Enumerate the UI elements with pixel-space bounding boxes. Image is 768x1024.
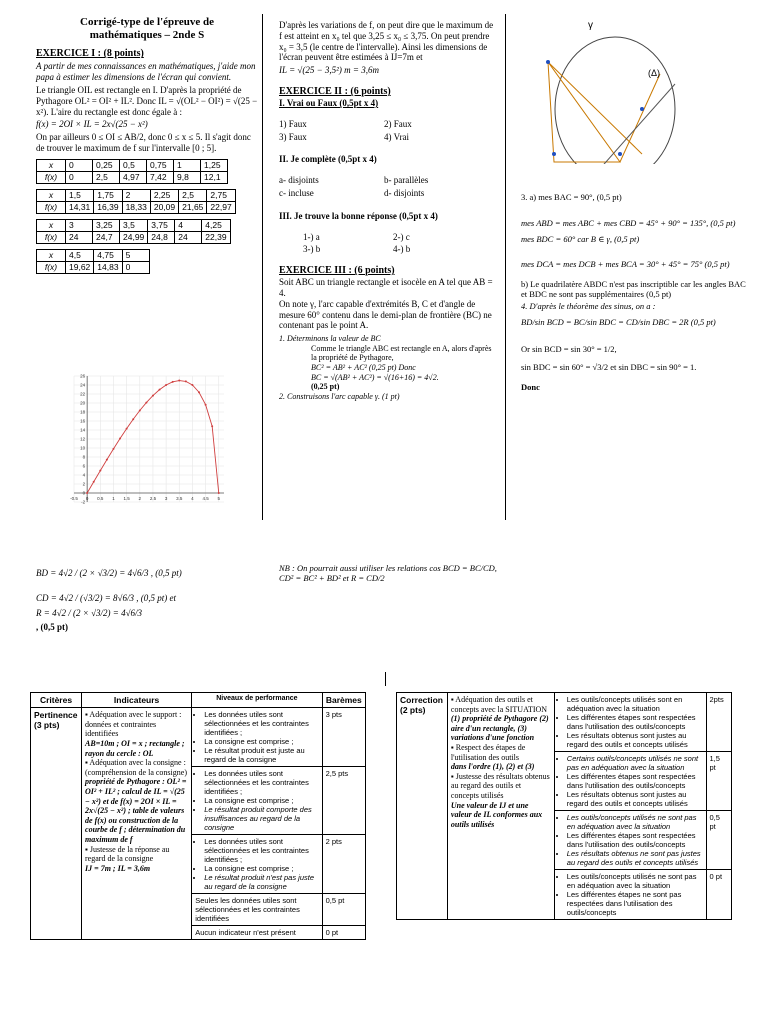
vf-answer: 1) Faux <box>279 118 307 129</box>
column-3 <box>521 192 753 392</box>
y-tick-label: 22 <box>80 391 86 397</box>
point-c <box>618 152 622 156</box>
table-cell: 3,5 <box>120 219 148 231</box>
table-cell: 24,8 <box>148 231 175 243</box>
value-table <box>36 189 236 214</box>
points-cell: 1,5 pt <box>706 752 731 811</box>
data-point <box>211 425 213 427</box>
indicator: ▪ Adéquation avec le support : données et contraintes identifiées <box>85 710 182 739</box>
sine-values-2: sin BDC = sin 60° = √3/2 et sin DBC = sin 90° = 1. <box>521 361 697 372</box>
x-tick-label: 1.5 <box>123 496 130 501</box>
table-cell: 24 <box>66 231 93 243</box>
line-delta <box>590 84 675 164</box>
divider-2 <box>505 14 506 520</box>
level-item: • Les différentes étapes sont respectées dans l'utilisation des outils/concepts <box>567 772 703 790</box>
vf-answer: 3) Faux <box>279 131 307 142</box>
data-point <box>119 438 121 440</box>
table-cell: 0,25 <box>93 159 120 171</box>
criteria-header-row <box>31 693 366 708</box>
table-cell: 2,5 <box>93 171 120 183</box>
ex3-heading: EXERCICE III : (6 points) <box>279 265 395 277</box>
table-cell: 2 <box>122 189 150 201</box>
level-item: • Les résultats obtenus sont justes au regard des outils et concepts utilisés <box>567 790 703 808</box>
level-cell <box>192 708 322 767</box>
bonne-answer: 3-) b <box>303 244 321 255</box>
vf-answer: 2) Faux <box>384 118 412 129</box>
donc: Donc <box>521 381 540 392</box>
level-item: • Certains outils/concepts utilisés ne sont pas en adéquation avec la situation <box>567 754 703 772</box>
table-cell: 2,5 <box>179 189 207 201</box>
q3a-line-2: mes ABD = mes ABC + mes CBD = 45° + 90° = 135°, (0,5 pt) <box>521 218 736 229</box>
data-point <box>145 402 147 404</box>
data-point <box>139 410 141 412</box>
function-plot <box>60 372 228 514</box>
delta-label: (Δ) <box>648 68 661 78</box>
row-label: x <box>37 249 66 261</box>
data-point <box>152 395 154 397</box>
table-cell: 0,75 <box>147 159 174 171</box>
data-point <box>172 381 174 383</box>
header-criteres: Critères <box>31 693 82 708</box>
table-cell: 1,5 <box>66 189 94 201</box>
level-item: • Les données utiles sont sélectionnées et les contraintes identifiées ; <box>204 837 318 864</box>
question-1-answer <box>279 344 497 392</box>
x-tick-label: 2.5 <box>149 496 157 501</box>
level-item: • La consigne est comprise ; <box>204 737 318 746</box>
column-2 <box>279 20 497 401</box>
sine-values-1: Or sin BCD = sin 30° = 1/2, <box>521 343 617 354</box>
r-result: R = 4√2 / (2 × √3/2) = 4√6/3 <box>36 607 143 618</box>
bonne-answer: 1-) a <box>303 231 320 242</box>
criteria-row <box>31 708 366 767</box>
level-cell: Aucun indicateur n'est présent <box>192 926 322 940</box>
table-cell: 14,83 <box>94 261 122 273</box>
bonne-answers <box>279 232 497 256</box>
divider-1 <box>262 14 263 520</box>
results-block <box>36 568 256 633</box>
data-point <box>159 389 161 391</box>
ex1-formula: f(x) = 2OI × IL = 2x√(25 − x²) <box>36 119 148 130</box>
indicator: ▪ Justesse de la réponse au regard de la consigne <box>85 844 170 864</box>
y-tick-label: 12 <box>80 436 86 442</box>
q4-intro: 4. D'après le théorème des sinus, on a : <box>521 301 656 312</box>
level-cell <box>554 693 706 752</box>
comp-answer: c- incluse <box>279 187 314 198</box>
level-item: • La consigne est comprise ; <box>204 796 318 805</box>
level-item: • Les résultats obtenus ne sont pas justes au regard des outils et concepts utilisés <box>567 849 703 867</box>
table-cell: 3 <box>66 219 93 231</box>
col2-il-value: IL = √(25 − 3,5²) m = 3,6m <box>279 65 379 76</box>
fx-row <box>37 231 231 243</box>
table-cell: 18,33 <box>122 201 150 213</box>
fx-row <box>37 261 150 273</box>
indicator: ▪ Justesse des résultats obtenus au regard des outils et concepts utilisés <box>450 771 550 800</box>
level-cell <box>554 752 706 811</box>
table-cell: 14,31 <box>66 201 94 213</box>
comp-answer: b- parallèles <box>384 175 429 186</box>
points-cell: 0,5 pt <box>322 894 365 926</box>
x-tick-label: 1 <box>112 496 115 501</box>
level-cell <box>192 835 322 894</box>
data-point <box>126 428 128 430</box>
indicateurs-cell <box>82 708 192 940</box>
critere-pertinence: Pertinence (3 pts) <box>31 708 82 940</box>
point-d <box>640 107 644 111</box>
table-cell: 0 <box>66 171 93 183</box>
criteria-table-1 <box>30 692 366 940</box>
x-tick-label: 3 <box>164 496 168 501</box>
table-cell: 20,09 <box>150 201 178 213</box>
ex1-heading: EXERCICE I : (8 points) <box>36 48 144 60</box>
level-item: • Les outils/concepts utilisés ne sont pas en adéquation avec la situation <box>567 872 703 890</box>
y-tick-label: -2 <box>81 499 86 505</box>
table-cell: 4,5 <box>66 249 94 261</box>
value-tables <box>36 159 258 274</box>
row-label: f(x) <box>37 171 66 183</box>
data-point <box>86 492 88 494</box>
page-title: Corrigé-type de l'épreuve de mathématiques – 2nde S <box>80 16 214 42</box>
criteria-row <box>397 693 732 752</box>
vf-answers <box>279 119 497 143</box>
table-cell: 2,25 <box>150 189 178 201</box>
sine-law: BD/sin BCD = BC/sin BDC = CD/sin DBC = 2R (0,5 pt) <box>521 317 716 328</box>
table-cell: 19,62 <box>66 261 94 273</box>
level-item: • La consigne est comprise ; <box>204 864 318 873</box>
fx-row <box>37 201 236 213</box>
table-cell: 1,25 <box>201 159 228 171</box>
y-tick-label: 20 <box>80 400 86 406</box>
data-point <box>191 384 193 386</box>
x-tick-label: 2 <box>138 496 142 501</box>
level-item: • Les différentes étapes ne sont pas respectées dans l'utilisation des outils/concepts <box>567 890 703 917</box>
table-cell: 24 <box>175 231 202 243</box>
indicator-detail: (1) propriété de Pythagore (2) aire d'un rectangle, (3) variations d'une fonction <box>450 714 549 743</box>
table-cell: 4 <box>175 219 202 231</box>
points-cell: 2 pts <box>322 835 365 894</box>
level-cell <box>554 811 706 870</box>
x-tick-label: -0.5 <box>70 496 78 501</box>
q1-formula-2: BC = √(AB² + AC²) = √(16+16) = 4√2. <box>311 372 439 382</box>
level-item: • Le résultat produit n'est pas juste au regard de la consigne <box>204 873 318 891</box>
table-cell: 4,75 <box>94 249 122 261</box>
table-cell: 3,75 <box>148 219 175 231</box>
data-point <box>205 404 207 406</box>
comp-answer: d- disjoints <box>384 187 425 198</box>
vf-answer: 4) Vrai <box>384 131 410 142</box>
level-item: • Les différentes étapes sont respectées dans l'utilisation des outils/concepts <box>567 831 703 849</box>
indicator-detail: Une valeur de IJ et une valeur de IL conformes aux outils utilisés <box>450 800 543 829</box>
nb-note: NB : On pourrait aussi utiliser les relations cos BCD = BC/CD, CD² = BC² + BD² et R = CD/2 <box>279 563 497 584</box>
header-baremes: Barèmes <box>322 693 365 708</box>
ex3-paragraph-1: Soit ABC un triangle rectangle et isocèle en A tel que AB = 4. <box>279 277 493 298</box>
arc-gamma <box>555 37 675 164</box>
data-point <box>165 384 167 386</box>
comp-answers <box>279 175 497 199</box>
data-point <box>106 459 108 461</box>
data-point <box>198 391 200 393</box>
critere-correction: Correction (2 pts) <box>397 693 448 920</box>
q1-text: Comme le triangle ABC est rectangle en A, alors d'après la propriété de Pythagore, <box>311 343 492 363</box>
q3a-line-1: 3. a) mes BAC = 90°, (0,5 pt) <box>521 192 622 202</box>
y-tick-label: 6 <box>82 463 86 469</box>
y-tick-label: 8 <box>82 454 86 460</box>
point-b <box>552 152 556 156</box>
row-label: f(x) <box>37 231 66 243</box>
bonne-answer: 4-) b <box>393 244 411 255</box>
level-item: • Les résultats obtenus sont justes au regard des outils et concepts utilisés <box>567 731 703 749</box>
points-cell: 2,5 pts <box>322 767 365 835</box>
table-cell: 2,75 <box>207 189 235 201</box>
cd-result: CD = 4√2 / (√3/2) = 8√6/3 , (0,5 pt) et <box>36 592 176 603</box>
points-cell: 3 pts <box>322 708 365 767</box>
data-point <box>132 418 134 420</box>
q3a-line-3: mes BDC = 60° car B ∈ γ, (0,5 pt) <box>521 234 640 245</box>
table-cell: 5 <box>122 249 149 261</box>
level-item: • Les différentes étapes sont respectées dans l'utilisation des outils/concepts <box>567 713 703 731</box>
level-cell: Seules les données utiles sont sélectionnées et les contraintes identifiées <box>192 894 322 926</box>
y-tick-label: 10 <box>80 445 86 451</box>
segment-cd <box>620 74 660 162</box>
data-point <box>185 380 187 382</box>
q3b: b) Le quadrilatère ABDC n'est pas inscriptible car les angles BAC et BDC ne sont pas supplémentaires (0,5 pt) <box>521 278 746 299</box>
vf-heading: I. Vrai ou Faux (0,5pt x 4) <box>279 97 379 108</box>
x-tick-label: 0.5 <box>97 496 104 501</box>
divider-3 <box>385 672 386 686</box>
level-item: • Les données utiles sont sélectionnées et les contraintes identifiées ; <box>204 710 318 737</box>
level-cell <box>192 767 322 835</box>
y-tick-label: 18 <box>80 409 86 415</box>
table-cell: 0,5 <box>120 159 147 171</box>
table-cell: 24,7 <box>93 231 120 243</box>
fx-row <box>37 171 228 183</box>
q1-points: (0,25 pt) <box>311 382 340 392</box>
x-row <box>37 219 231 231</box>
indicator: ▪ Respect des étapes de l'utilisation des outils <box>450 742 526 762</box>
question-2: 2. Construisons l'arc capable γ. (1 pt) <box>279 391 400 401</box>
indicator-detail: propriété de Pythagore : OL² = OI² + IL² ; calcul de IL = √(25 − x²) et de f(x) = 2OI × IL = 2x√(25 − x²) ; table de valeurs de f(x) ou construction de la courbe de f ; détermination du maximum de f <box>85 777 187 844</box>
level-item: • Les données utiles sont sélectionnées et les contraintes identifiées ; <box>204 769 318 796</box>
gamma-label: γ <box>588 20 593 31</box>
table-cell: 0 <box>66 159 93 171</box>
data-point <box>93 481 95 483</box>
x-row <box>37 249 150 261</box>
points-cell: 2pts <box>706 693 731 752</box>
table-cell: 4,25 <box>202 219 230 231</box>
comp-heading: II. Je complète (0,5pt x 4) <box>279 154 377 165</box>
segment-bd <box>548 62 642 154</box>
ex2-heading: EXERCICE II : (6 points) <box>279 85 391 97</box>
header-niveaux: Niveaux de performance <box>192 693 322 708</box>
x-tick-label: 4.5 <box>202 496 209 501</box>
data-point <box>218 492 220 494</box>
table-cell: 9,8 <box>174 171 201 183</box>
ex1-intro: A partir de mes connaissances en mathématiques, j'aide mon papa à estimer les dimensions de l'écran qui convient. <box>36 61 256 83</box>
table-cell: 16,39 <box>94 201 122 213</box>
y-tick-label: 24 <box>80 382 86 388</box>
level-item: • Les outils/concepts utilisés sont en adéquation avec la situation <box>567 695 703 713</box>
bonne-heading: III. Je trouve la bonne réponse (0,5pt x 4) <box>279 210 438 221</box>
q3a-line-4: mes DCA = mes DCB + mes BCA = 30° + 45° = 75° (0,5 pt) <box>521 258 730 269</box>
x-tick-label: 0 <box>85 496 89 501</box>
table-cell: 22,39 <box>202 231 230 243</box>
data-point <box>178 380 180 382</box>
y-tick-label: 0 <box>82 490 86 496</box>
table-cell: 4,97 <box>120 171 147 183</box>
column-1 <box>36 12 258 274</box>
y-tick-label: 26 <box>80 373 86 379</box>
bonne-answer: 2-) c <box>393 231 410 242</box>
ex3-paragraph-2: On note γ, l'arc capable d'extrémités B, C et d'angle de mesure 60° contenu dans le demi-plan de frontière (BC) ne contenant pas le point A. <box>279 298 492 331</box>
x-tick-label: 3.5 <box>176 496 183 501</box>
indicator: ▪ Adéquation des outils et concepts avec la SITUATION <box>450 695 548 714</box>
table-cell: 24,99 <box>120 231 148 243</box>
data-point <box>99 470 101 472</box>
ex1-paragraph-1: Le triangle OIL est rectangle en I. D'après la propriété de Pythagore OL² = OI² + IL². Donc IL = √(OL² − OI²) = √(25 − x²). L'aire du rectangle est donc égale à : <box>36 84 258 117</box>
x-tick-label: 4 <box>191 496 194 501</box>
y-tick-label: 14 <box>80 427 86 433</box>
x-tick-label: 5 <box>217 496 220 501</box>
r-points: , (0,5 pt) <box>36 622 68 633</box>
table-cell: 12,1 <box>201 171 228 183</box>
indicator-detail: AB=10m ; OI = x ; rectangle ; rayon du cercle : OL <box>85 738 185 758</box>
table-cell: 1 <box>174 159 201 171</box>
level-item: • Les outils/concepts utilisés ne sont pas en adéquation avec la situation <box>567 813 703 831</box>
level-item: • Le résultat produit comporte des insuffisances au regard de la consigne <box>204 805 318 832</box>
points-cell: 0 pt <box>322 926 365 940</box>
level-item: • Le résultat produit est juste au regard de la consigne <box>204 746 318 764</box>
point-a <box>546 60 550 64</box>
indicator-detail: dans l'ordre (1), (2) et (3) <box>450 762 535 772</box>
table-cell: 22,97 <box>207 201 235 213</box>
table-cell: 21,65 <box>179 201 207 213</box>
row-label: f(x) <box>37 201 66 213</box>
header-indicateurs: Indicateurs <box>82 693 192 708</box>
row-label: x <box>37 219 66 231</box>
value-table <box>36 159 228 184</box>
indicator-detail: IJ = 7m ; IL = 3,6m <box>85 863 151 873</box>
table-cell: 1,75 <box>94 189 122 201</box>
indicator: ▪ Adéquation avec la consigne : (compréhension de la consigne) <box>85 758 187 777</box>
y-tick-label: 2 <box>82 481 86 487</box>
table-cell: 3,25 <box>93 219 120 231</box>
ex1-paragraph-2: On par ailleurs 0 ≤ OI ≤ AB/2, donc 0 ≤ x ≤ 5. Il s'agit donc de trouver le maximum de f sur l'intervalle [0 ; 5]. <box>36 132 251 153</box>
row-label: f(x) <box>37 261 66 273</box>
value-table <box>36 219 231 244</box>
row-label: x <box>37 159 66 171</box>
criteria-table-2 <box>396 692 732 920</box>
col2-paragraph-1: D'après les variations de f, on peut dire que le maximum de f est atteint en x₀ tel que 3,25 ≤ x₀ ≤ 3,75. On peut prendre x₀ = 3,5 (le centre de l'intervalle). Ainsi les dimensions de l'écran peuvent être estimées à IJ=7m et <box>279 20 494 63</box>
points-cell: 0,5 pt <box>706 811 731 870</box>
question-1: 1. Déterminons la valeur de BC <box>279 334 381 344</box>
comp-answer: a- disjoints <box>279 175 319 186</box>
points-cell: 0 pt <box>706 870 731 920</box>
level-cell <box>554 870 706 920</box>
bd-result: BD = 4√2 / (2 × √3/2) = 4√6/3 , (0,5 pt) <box>36 568 182 578</box>
table-cell: 7,42 <box>147 171 174 183</box>
row-label: x <box>37 189 66 201</box>
y-tick-label: 4 <box>82 472 86 478</box>
x-row <box>37 159 228 171</box>
x-row <box>37 189 236 201</box>
y-tick-label: 16 <box>80 418 86 424</box>
q1-formula-1: BC² = AB² + AC² (0,25 pt) Donc <box>311 362 416 372</box>
triangle-abc <box>548 62 620 162</box>
value-table <box>36 249 150 274</box>
table-cell: 0 <box>122 261 149 273</box>
indicateurs-cell <box>447 693 554 920</box>
data-point <box>112 448 114 450</box>
geometry-figure <box>530 14 680 164</box>
